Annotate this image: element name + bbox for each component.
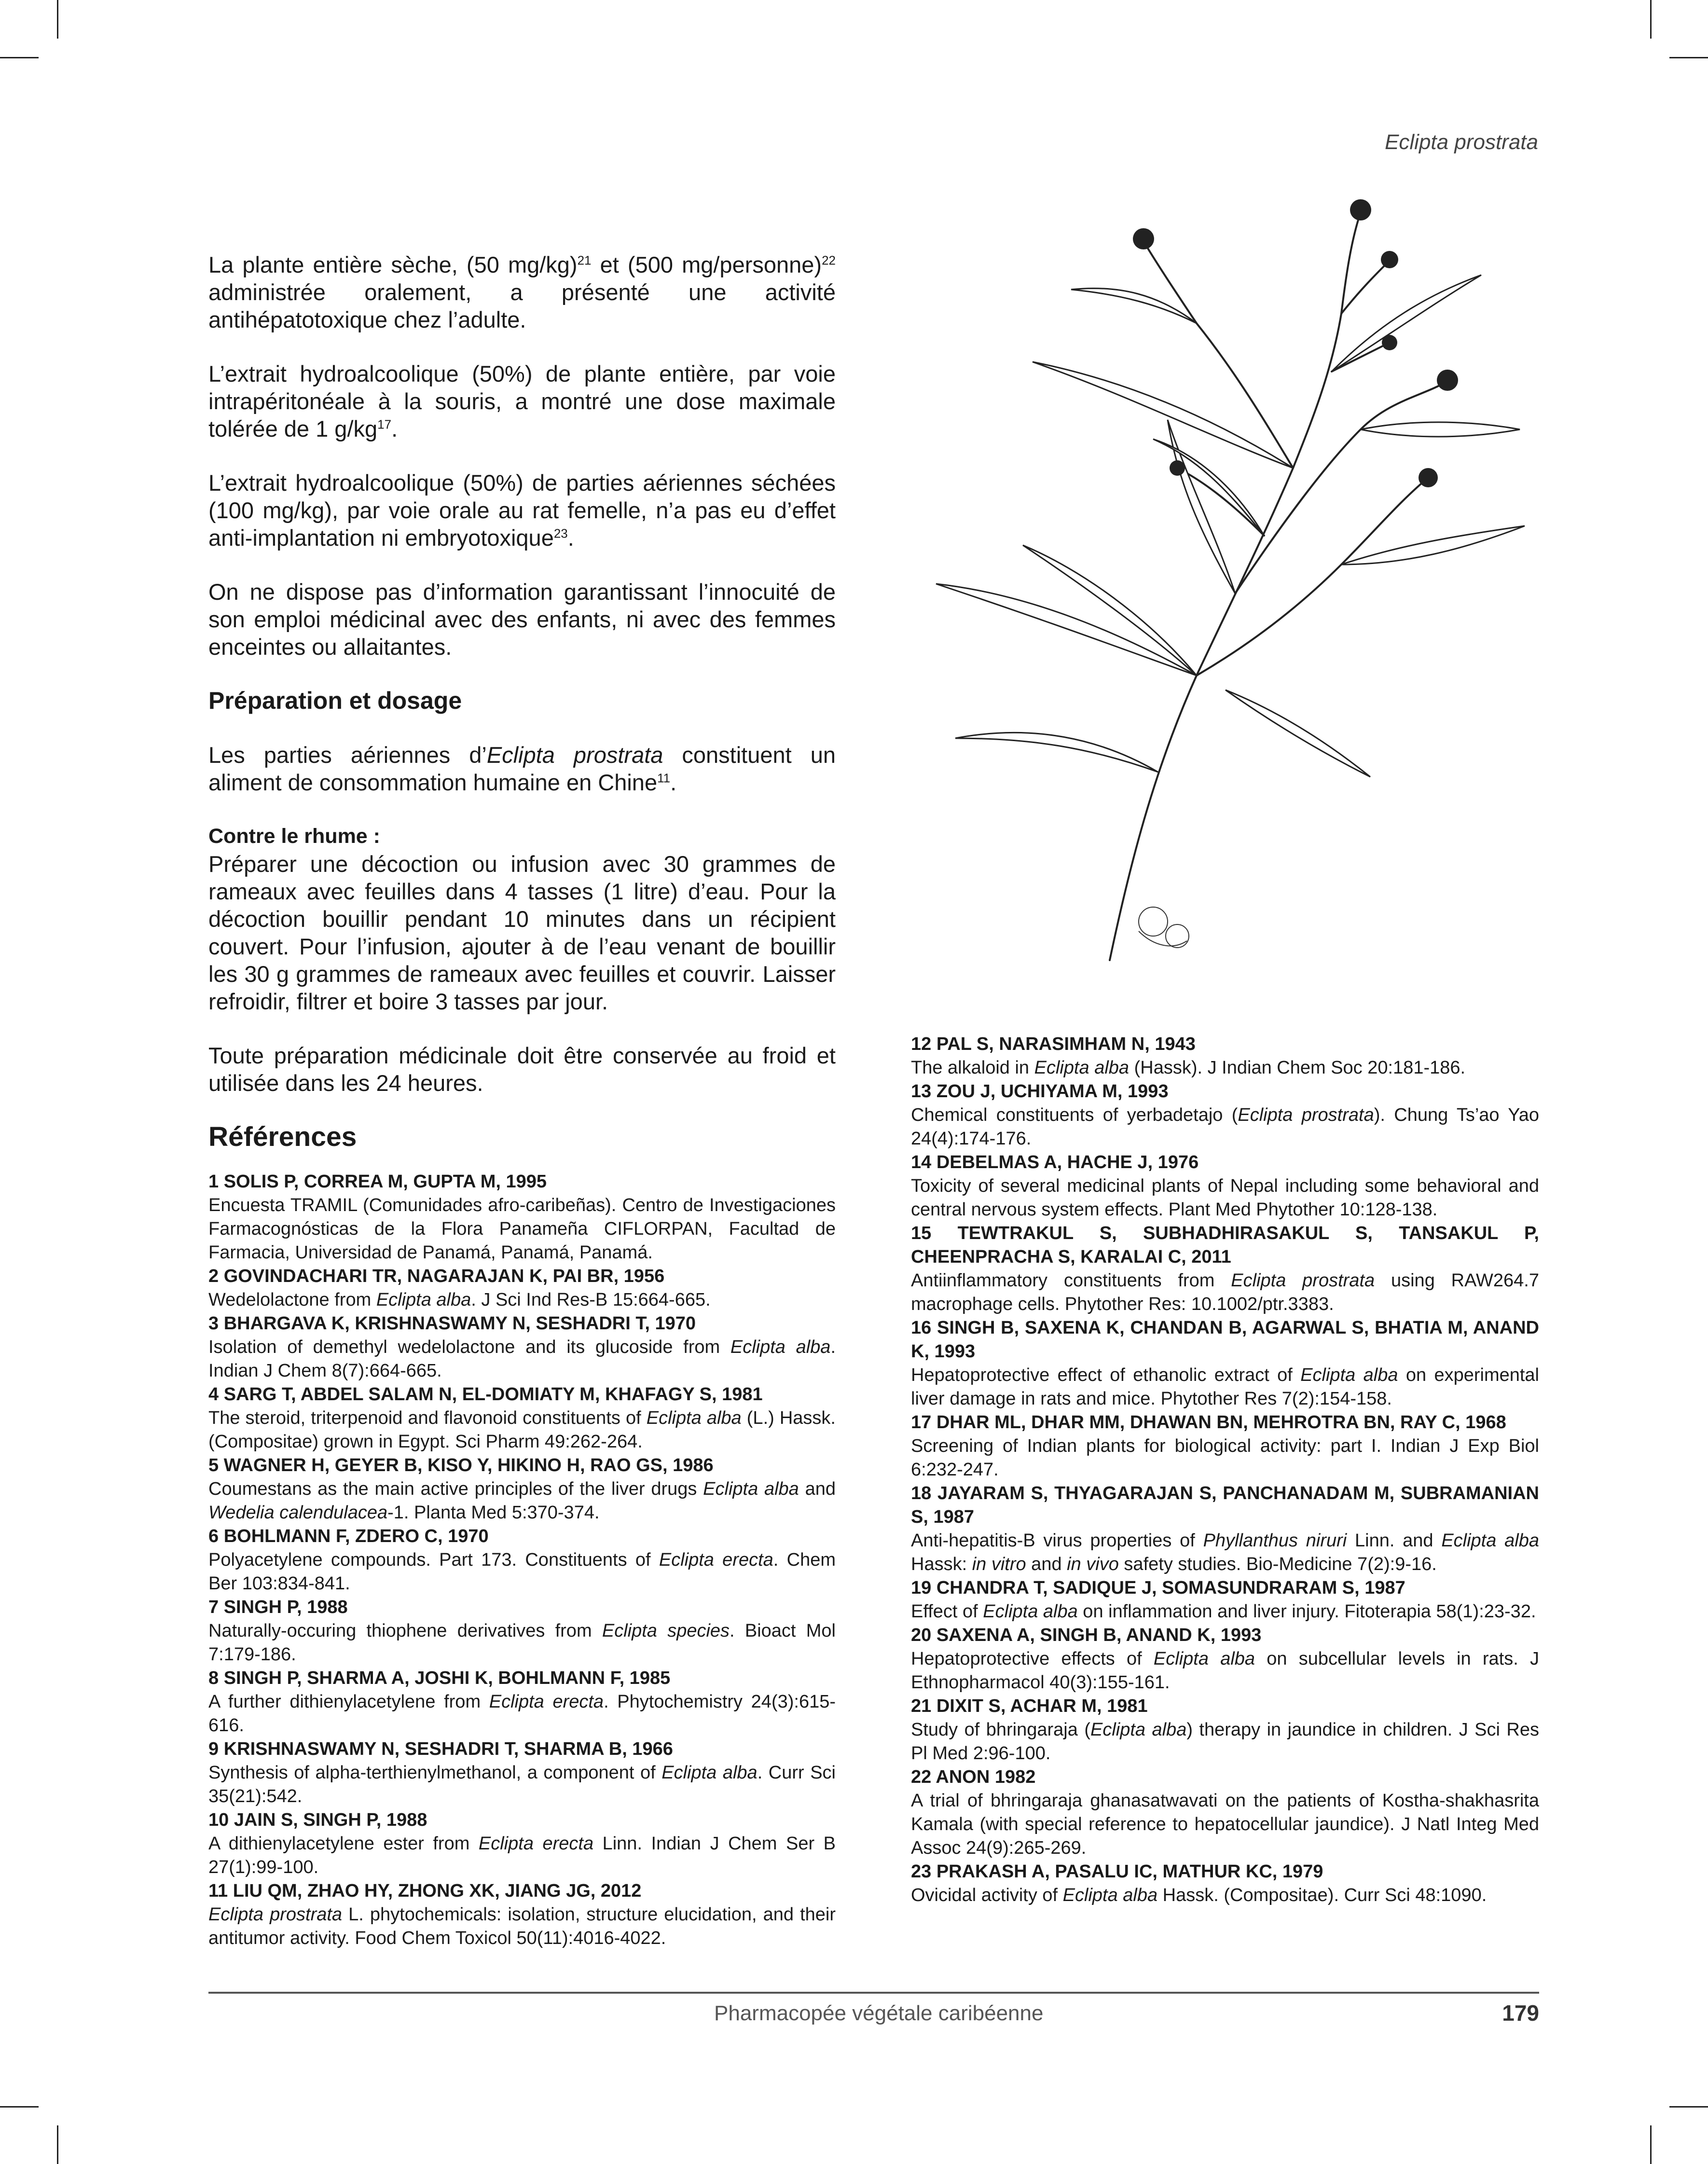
reference-entry <box>208 1312 836 1383</box>
reference-body: Isolation of demethyl wedelolactone and its glucoside from Eclipta alba. Indian J Chem 8(7):664-665. <box>208 1337 836 1381</box>
reference-body: Eclipta prostrata L. phytochemicals: isolation, structure elucidation, and their antitumor activity. Food Chem Toxicol 50(11):4016-4022. <box>208 1904 836 1948</box>
reference-title: 12 PAL S, NARASIMHAM N, 1943 <box>911 1034 1196 1054</box>
reference-body: Anti-hepatitis-B virus properties of Phyllanthus niruri Linn. and Eclipta alba Hassk: in vitro and in vivo safety studies. Bio-Medicine 7(2):9-16. <box>911 1530 1539 1574</box>
page-number: 179 <box>1502 2000 1539 2026</box>
reference-body: Toxicity of several medicinal plants of Nepal including some behavioral and central nervous system effects. Plant Med Phytother 10:128-138. <box>911 1176 1539 1220</box>
reference-title: 13 ZOU J, UCHIYAMA M, 1993 <box>911 1081 1169 1102</box>
reference-title: 16 SINGH B, SAXENA K, CHANDAN B, AGARWAL S, BHATIA M, ANAND K, 1993 <box>911 1318 1539 1362</box>
reference-entry <box>911 1860 1539 1907</box>
reference-title: 9 KRISHNASWAMY N, SESHADRI T, SHARMA B, 1966 <box>208 1739 673 1759</box>
reference-title: 5 WAGNER H, GEYER B, KISO Y, HIKINO H, RAO GS, 1986 <box>208 1455 714 1475</box>
reference-entry <box>208 1879 836 1950</box>
paragraph-dried-plant: La plante entière sèche, (50 mg/kg)$^{21}$ et (500 mg/personne)$^{22}$ administrée oralement, a présenté une activité antihépatotoxique chez l’adulte. <box>208 252 836 332</box>
plant-leaves <box>936 275 1525 777</box>
heading-cold-remedy: Contre le rhume : <box>208 825 380 848</box>
reference-body: A trial of bhringaraja ghanasatwavati on the patients of Kostha-shakhasrita Kamala (with special reference to hepatocellular jaundice). J Natl Integ Med Assoc 24(9):265-269. <box>911 1791 1539 1858</box>
reference-entry <box>911 1482 1539 1576</box>
reference-body: A dithienylacetylene ester from Eclipta erecta Linn. Indian J Chem Ser B 27(1):99-100. <box>208 1833 836 1877</box>
reference-body: Synthesis of alpha-terthienylmethanol, a component of Eclipta alba. Curr Sci 35(21):542. <box>208 1763 836 1806</box>
references-list-right <box>911 1033 1539 1907</box>
paragraph-food-use: Les parties aériennes d’Eclipta prostrata constituent un aliment de consommation humaine en Chine$^{11}$. <box>208 742 836 795</box>
reference-body: Effect of Eclipta alba on inflammation and liver injury. Fitoterapia 58(1):23-32. <box>911 1601 1536 1622</box>
inset-flower-detail <box>1139 907 1189 948</box>
reference-title: 22 ANON 1982 <box>911 1767 1036 1787</box>
reference-entry <box>911 1624 1539 1695</box>
crop-mark <box>0 2106 39 2108</box>
heading-references: Références <box>208 1121 357 1152</box>
reference-entry <box>208 1596 836 1667</box>
left-column <box>208 251 836 1950</box>
reference-title: 18 JAYARAM S, THYAGARAJAN S, PANCHANADAM M, SUBRAMANIAN S, 1987 <box>911 1483 1539 1527</box>
reference-title: 8 SINGH P, SHARMA A, JOSHI K, BOHLMANN F, 1985 <box>208 1668 671 1688</box>
reference-entry <box>208 1667 836 1737</box>
reference-body: Study of bhringaraja (Eclipta alba) therapy in jaundice in children. J Sci Res Pl Med 2:96-100. <box>911 1720 1539 1764</box>
reference-entry <box>208 1808 836 1879</box>
reference-body: A further dithienylacetylene from Eclipta erecta. Phytochemistry 24(3):615-616. <box>208 1692 836 1736</box>
crop-mark <box>1650 0 1652 39</box>
reference-body: Wedelolactone from Eclipta alba. J Sci Ind Res-B 15:664-665. <box>208 1290 711 1310</box>
flower-heads <box>1133 199 1458 487</box>
reference-entry <box>911 1151 1539 1222</box>
reference-body: Antiinflammatory constituents from Eclipta prostrata using RAW264.7 macrophage cells. Phytother Res: 10.1002/ptr.3383. <box>911 1270 1539 1314</box>
reference-entry <box>911 1576 1539 1624</box>
crop-mark <box>1669 57 1708 58</box>
reference-body: Hepatoprotective effects of Eclipta alba on subcellular levels in rats. J Ethnopharmacol 40(3):155-161. <box>911 1649 1539 1693</box>
reference-entry <box>911 1222 1539 1316</box>
reference-entry <box>208 1265 836 1312</box>
reference-body: Screening of Indian plants for biological activity: part I. Indian J Exp Biol 6:232-247. <box>911 1436 1539 1480</box>
reference-entry <box>208 1737 836 1808</box>
reference-entry <box>911 1080 1539 1151</box>
reference-body: Naturally-occuring thiophene derivatives from Eclipta species. Bioact Mol 7:179-186. <box>208 1621 836 1665</box>
reference-title: 1 SOLIS P, CORREA M, GUPTA M, 1995 <box>208 1172 547 1192</box>
crop-mark <box>0 57 39 58</box>
plant-illustration <box>926 169 1544 965</box>
reference-title: 4 SARG T, ABDEL SALAM N, EL-DOMIATY M, KHAFAGY S, 1981 <box>208 1384 763 1405</box>
paragraph-cold-remedy: Préparer une décoction ou infusion avec 30 grammes de rameaux avec feuilles dans 4 tasses (1 litre) d’eau. Pour la décoction bouillir pendant 10 minutes dans un récipient couvert. Pour l’infusion, ajouter à de l’eau venant de bouillir les 30 g grammes de rameaux avec feuilles et couvrir. Laisser refroidir, filtrer et boire 3 tasses par jour. <box>208 851 836 1014</box>
reference-entry <box>208 1170 836 1265</box>
footer-rule <box>208 1992 1539 1994</box>
crop-mark <box>1650 2125 1652 2164</box>
reference-title: 15 TEWTRAKUL S, SUBHADHIRASAKUL S, TANSAKUL P, CHEENPRACHA S, KARALAI C, 2011 <box>911 1223 1539 1267</box>
heading-preparation: Préparation et dosage <box>208 687 462 714</box>
reference-title: 17 DHAR ML, DHAR MM, DHAWAN BN, MEHROTRA BN, RAY C, 1968 <box>911 1412 1506 1433</box>
reference-title: 20 SAXENA A, SINGH B, ANAND K, 1993 <box>911 1625 1262 1645</box>
reference-title: 23 PRAKASH A, PASALU IC, MATHUR KC, 1979 <box>911 1861 1323 1882</box>
reference-body: Polyacetylene compounds. Part 173. Constituents of Eclipta erecta. Chem Ber 103:834-841. <box>208 1550 836 1594</box>
reference-title: 6 BOHLMANN F, ZDERO C, 1970 <box>208 1526 489 1546</box>
reference-title: 19 CHANDRA T, SADIQUE J, SOMASUNDRARAM S, 1987 <box>911 1578 1405 1598</box>
reference-entry <box>911 1765 1539 1860</box>
reference-title: 7 SINGH P, 1988 <box>208 1597 348 1617</box>
reference-entry <box>911 1411 1539 1482</box>
reference-title: 21 DIXIT S, ACHAR M, 1981 <box>911 1696 1148 1716</box>
crop-mark <box>57 2125 58 2164</box>
crop-mark <box>57 0 58 39</box>
reference-title: 10 JAIN S, SINGH P, 1988 <box>208 1810 427 1830</box>
crop-mark <box>1669 2106 1708 2108</box>
reference-entry <box>208 1383 836 1454</box>
reference-entry <box>911 1316 1539 1411</box>
references-list-left <box>208 1170 836 1950</box>
reference-title: 14 DEBELMAS A, HACHE J, 1976 <box>911 1152 1199 1172</box>
footer-book-title: Pharmacopée végétale caribéenne <box>714 2001 1044 2025</box>
paragraph-hydroalcoholic-rat: L’extrait hydroalcoolique (50%) de parties aériennes séchées (100 mg/kg), par voie orale au rat femelle, n’a pas eu d’effet anti-implantation ni embryotoxique$^{23}$. <box>208 470 836 551</box>
reference-entry <box>911 1033 1539 1080</box>
reference-body: Coumestans as the main active principles of the liver drugs Eclipta alba and Wedelia calendulacea-1. Planta Med 5:370-374. <box>208 1479 836 1523</box>
paragraph-safety: On ne dispose pas d’information garantissant l’innocuité de son emploi médicinal avec des enfants, ni avec des femmes enceintes ou allaitantes. <box>208 579 836 660</box>
reference-body: Hepatoprotective effect of ethanolic extract of Eclipta alba on experimental liver damage in rats and mice. Phytother Res 7(2):154-158. <box>911 1365 1539 1409</box>
paragraph-hydroalcoholic-mouse: L’extrait hydroalcoolique (50%) de plante entière, par voie intrapéritonéale à la souris, a montré une dose maximale tolérée de 1 $g/kg^{17}$. <box>208 361 836 441</box>
reference-title: 3 BHARGAVA K, KRISHNASWAMY N, SESHADRI T, 1970 <box>208 1313 696 1334</box>
reference-title: 2 GOVINDACHARI TR, NAGARAJAN K, PAI BR, 1956 <box>208 1266 665 1286</box>
reference-body: Encuesta TRAMIL (Comunidades afro-caribeñas). Centro de Investigaciones Farmacognósticas de la Flora Panameña CIFLORPAN, Facultad de Farmacia, Universidad de Panamá, Panamá, Panamá. <box>208 1195 836 1263</box>
reference-body: The alkaloid in Eclipta alba (Hassk). J Indian Chem Soc 20:181-186. <box>911 1058 1466 1078</box>
running-title: Eclipta prostrata <box>1385 130 1538 154</box>
reference-entry <box>911 1695 1539 1765</box>
reference-entry <box>208 1454 836 1525</box>
reference-body: Chemical constituents of yerbadetajo (Eclipta prostrata). Chung Ts’ao Yao 24(4):174-176. <box>911 1105 1539 1149</box>
reference-title: 11 LIU QM, ZHAO HY, ZHONG XK, JIANG JG, 2012 <box>208 1881 642 1901</box>
paragraph-storage: Toute préparation médicinale doit être conservée au froid et utilisée dans les 24 heures. <box>208 1043 836 1096</box>
reference-body: The steroid, triterpenoid and flavonoid constituents of Eclipta alba (L.) Hassk. (Compositae) grown in Egypt. Sci Pharm 49:262-264. <box>208 1408 836 1452</box>
reference-body: Ovicidal activity of Eclipta alba Hassk. (Compositae). Curr Sci 48:1090. <box>911 1885 1487 1905</box>
reference-entry <box>208 1525 836 1596</box>
